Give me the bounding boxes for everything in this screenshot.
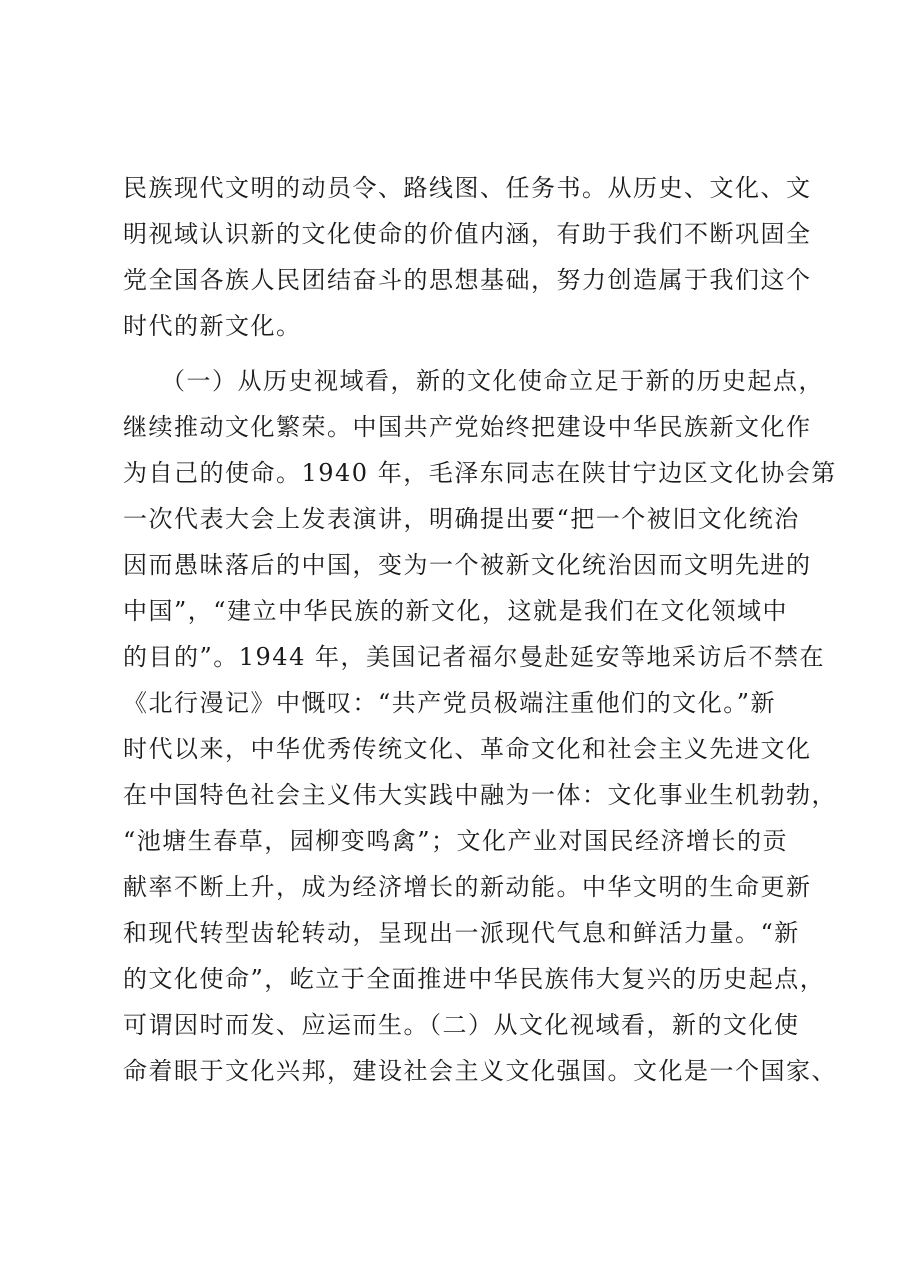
text-line: 明视域认识新的文化使命的价值内涵，有助于我们不断巩固全 [123,220,812,248]
text-line: （一）从历史视域看，新的文化使命立足于新的历史起点， [161,367,824,395]
text-line: 在中国特色社会主义伟大实践中融为一体：文化事业生机勃勃， [123,781,837,809]
text-line: 和现代转型齿轮转动，呈现出一派现代气息和鲜活力量。“新 [123,919,800,947]
text-line: 献率不断上升，成为经济增长的新动能。中华文明的生命更新 [123,873,812,901]
text-line: 的目的”。1944 年，美国记者福尔曼赴延安等地采访后不禁在 [123,643,825,671]
text-line: 的文化使命”，屹立于全面推进中华民族伟大复兴的历史起点， [123,965,826,993]
text-line: 可谓因时而发、应运而生。（二）从文化视域看，新的文化使 [123,1011,800,1039]
text-line: 为自己的使命。1940 年，毛泽东同志在陕甘宁边区文化协会第 [123,459,837,487]
text-line: 民族现代文明的动员令、路线图、任务书。从历史、文化、文 [123,174,812,202]
document-body [123,165,837,1094]
text-line: 时代以来，中华优秀传统文化、革命文化和社会主义先进文化 [123,735,812,763]
text-line: “池塘生春草，园柳变鸣禽”；文化产业对国民经济增长的贡 [123,827,789,855]
paragraph-break [123,349,823,358]
text-line: 党全国各族人民团结奋斗的思想基础，努力创造属于我们这个 [123,266,812,294]
text-line: 中国”，“建立中华民族的新文化，这就是我们在文化领域中 [123,597,789,625]
text-line: 时代的新文化。 [123,312,302,340]
text-line: 继续推动文化繁荣。中国共产党始终把建设中华民族新文化作 [123,413,812,441]
text-line: 《北行漫记》中慨叹：“共产党员极端注重他们的文化。”新 [123,689,777,717]
text-line: 因而愚昧落后的中国，变为一个被新文化统治因而文明先进的 [123,551,812,579]
text-line: 命着眼于文化兴邦，建设社会主义文化强国。文化是一个国家、 [123,1057,837,1085]
text-line: 一次代表大会上发表演讲，明确提出要“把一个被旧文化统治 [123,505,800,533]
